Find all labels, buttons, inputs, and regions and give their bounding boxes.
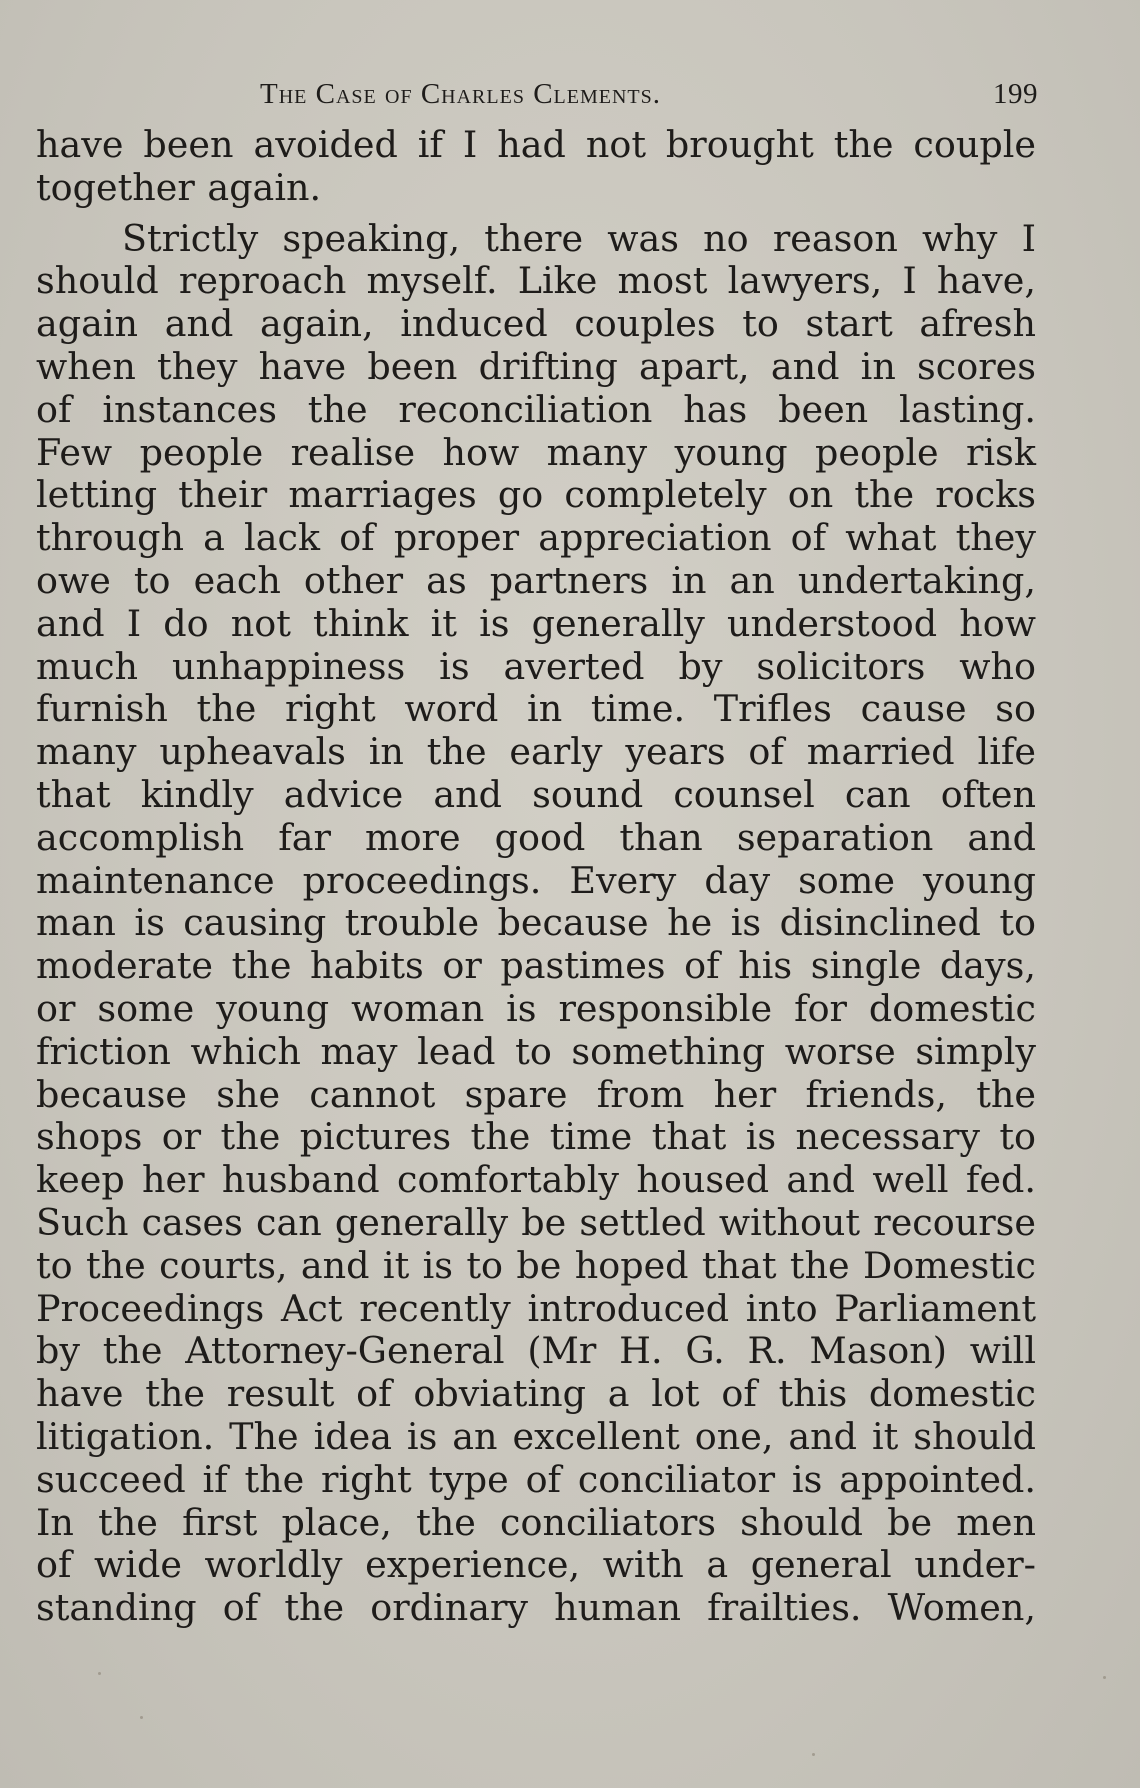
paper-speck — [812, 1753, 815, 1756]
text-line: keep her husband comfortably housed and well fed. — [36, 1158, 1036, 1202]
text-line: again and again, induced couples to start afresh — [36, 302, 1036, 346]
text-line: of wide worldly experience, with a general under- — [36, 1543, 1036, 1587]
paper-speck — [140, 1716, 143, 1719]
paper-speck — [98, 1672, 101, 1675]
text-line: In the first place, the conciliators should be men — [36, 1500, 1036, 1544]
text-line: man is causing trouble because he is disinclined to — [36, 901, 1036, 945]
text-line: Strictly speaking, there was no reason why I — [122, 216, 1036, 260]
text-line: maintenance proceedings. Every day some young — [36, 858, 1036, 902]
text-line: standing of the ordinary human frailties. Women, — [36, 1586, 1036, 1630]
text-line: or some young woman is responsible for domestic — [36, 986, 1036, 1030]
text-line: owe to each other as partners in an undertaking, — [36, 558, 1036, 602]
text-line: have the result of obviating a lot of this domestic — [36, 1372, 1036, 1416]
book-page — [36, 78, 1036, 1630]
text-line: litigation. The idea is an excellent one, and it should — [36, 1414, 1036, 1458]
text-line: friction which may lead to something worse simply — [36, 1029, 1036, 1073]
text-line: have been avoided if I had not brought the couple — [36, 123, 1036, 166]
text-line: accomplish far more good than separation and — [36, 815, 1036, 859]
body-text — [36, 124, 1036, 1630]
page-number: 199 — [993, 78, 1038, 110]
text-line: shops or the pictures the time that is necessary to — [36, 1115, 1036, 1159]
text-line: Such cases can generally be settled without recourse — [36, 1200, 1036, 1244]
text-line: succeed if the right type of conciliator is appointed. — [36, 1457, 1036, 1501]
text-line: and I do not think it is generally understood how — [36, 601, 1036, 645]
text-line: letting their marriages go completely on the rocks — [36, 473, 1036, 517]
text-line: through a lack of proper appreciation of what they — [36, 516, 1036, 560]
running-head — [36, 78, 1036, 124]
text-line: by the Attorney-General (Mr H. G. R. Mason) will — [36, 1329, 1036, 1373]
text-line: furnish the right word in time. Trifles cause so — [36, 687, 1036, 731]
running-title: The Case of Charles Clements. — [260, 78, 662, 110]
text-line: to the courts, and it is to be hoped that the Domestic — [36, 1243, 1036, 1287]
text-line: moderate the habits or pastimes of his single days, — [36, 944, 1036, 988]
text-line: much unhappiness is averted by solicitors who — [36, 644, 1036, 688]
text-line: should reproach myself. Like most lawyers, I have, — [36, 259, 1036, 303]
text-line: of instances the reconciliation has been lasting. — [36, 387, 1036, 431]
text-line: together again. — [36, 165, 322, 209]
text-line: many upheavals in the early years of married life — [36, 730, 1036, 774]
text-line: because she cannot spare from her friends, the — [36, 1072, 1036, 1116]
text-line: that kindly advice and sound counsel can often — [36, 772, 1036, 816]
text-line: Proceedings Act recently introduced into Parliament — [36, 1286, 1036, 1330]
paper-speck — [1103, 1676, 1106, 1679]
text-line: Few people realise how many young people risk — [36, 430, 1036, 474]
text-line: when they have been drifting apart, and in scores — [36, 344, 1036, 388]
